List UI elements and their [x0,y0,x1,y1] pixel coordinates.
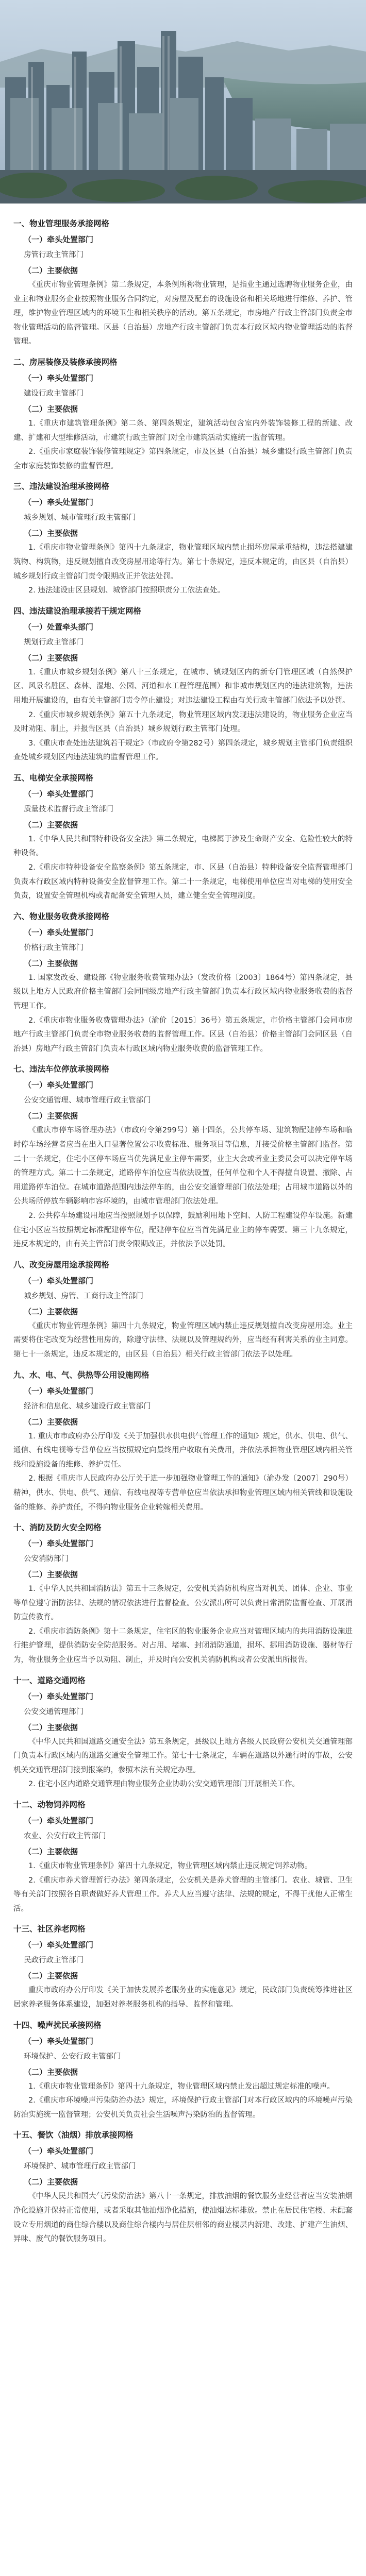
section [13,216,353,349]
paragraph: 2.《重庆市养犬管理暂行办法》第四条规定，公安机关是养犬管理的主管部门。农业、城管、卫生等有关部门按照各自职责做好养犬管理工作。养犬人应当遵守法律、法规的规定，不得干扰他人正常生活。 [13,1876,353,1913]
section [13,2018,353,2123]
paragraph: 2. 根据《重庆市人民政府办公厅关于进一步加强物业管理工作的通知》（渝办发〔2007〕290号）精神，供水、供电、供气、通信、有线电视等专营单位应当依法承担物业管理区域内相关管线和设施设备的维修、养护责任，不得向物业服务企业转嫁相关费用。 [13,1475,353,1512]
subsection-heading: （二）主要依据 [24,1111,78,1121]
paragraph: 1.《重庆市建筑管理条例》第二条、第四条规定，建筑活动包含室内外装饰装修工程的新建、改建、扩建和大型维修活动，市建筑行政主管部门对全市建筑活动实施统一监督管理。 [13,419,353,442]
department-name: 民政行政主管部门 [24,1956,84,1965]
section-title: 十五、餐饮（油烟）排放承接网格 [13,2130,134,2140]
department-name: 质量技术监督行政主管部门 [24,805,113,814]
paragraph: 2.《重庆市环境噪声污染防治办法》规定，环境保护行政主管部门对本行政区域内的环境噪声污染防治实施统一监督管理；公安机关负责社会生活噪声污染防治的监督管理。 [13,2096,353,2119]
paragraph: 《重庆市物业管理条例》第二条规定，本条例所称物业管理，是指业主通过选聘物业服务企业，由业主和物业服务企业按照物业服务合同约定，对房屋及配套的设施设备和相关场地进行维修、养护、管理，维护物业管理区域内的环境卫生和相关秩序的活动。第五条规定，市房地产行政主管部门负责全市物业管理活动的监督管理。区县（自治县）房地产行政主管部门负责本行政区域内物业管理活动的监督管理。 [13,281,353,346]
department-name: 规划行政主管部门 [24,638,84,647]
city-skyline-photo [0,0,366,204]
section [13,2127,353,2246]
department-name: 环境保护、公安行政主管部门 [24,2052,121,2061]
department-name: 农业、公安行政主管部门 [24,1832,106,1841]
paragraph: 《重庆市物业管理条例》第四十九条规定，物业管理区域内禁止违反规划擅自改变房屋用途。业主需要将住宅改变为经营性用房的，除遵守法律、法规以及管理规约外，应当经有利害关系的业主同意。第七十一条规定，违反本规定的，由区县（自治县）相关行政主管部门依法予以处理。 [13,1321,353,1359]
department-name: 公安消防部门 [24,1555,69,1564]
section-title: 二、房屋装修及装修承接网格 [13,357,118,367]
subsection-heading: （一）牵头处置部门 [24,1080,94,1090]
department-name: 城乡规划、房管、工商行政主管部门 [24,1292,143,1300]
paragraph: 《中华人民共和国大气污染防治法》第八十一条规定，排放油烟的餐饮服务业经营者应当安装油烟净化设施并保持正常使用，或者采取其他油烟净化措施，使油烟达标排放。禁止在居民住宅楼、未配套设立专用烟道的商住综合楼以及商住综合楼内与居住层相邻的商业楼层内新建、改建、扩建产生油烟、异味、废气的餐饮服务项目。 [13,2192,353,2244]
paragraph: 2.《重庆市特种设备安全监察条例》第五条规定，市、区县（自治县）特种设备安全监督管理部门负责本行政区域内特种设备安全监督管理工作。第二十一条规定，电梯使用单位应当对电梯的使用安全负责，设置安全管理机构或者配备安全管理人员，建立健全安全管理制度。 [13,863,353,901]
paragraph: 1. 国家发改委、建设部《物业服务收费管理办法》（发改价格〔2003〕1864号）第四条规定，县级以上地方人民政府价格主管部门会同同级房地产行政主管部门负责本行政区域内物业服务收费的监督管理工作。 [13,973,353,1011]
subsection-heading: （二）主要依据 [24,529,78,538]
paragraph: 2.《重庆市物业服务收费管理办法》（渝价〔2015〕36号）第五条规定，市价格主管部门会同市房地产行政主管部门负责全市物业服务收费的监督管理工作。区县（自治县）价格主管部门会同区县（自治县）房地产行政主管部门负责本行政区域内物业服务收费的监督管理工作。 [13,1016,353,1053]
section [13,603,353,765]
department-name: 价格行政主管部门 [24,943,84,952]
subsection-heading: （二）主要依据 [24,1722,78,1732]
section-title: 十一、道路交通网格 [13,1675,86,1685]
section-title: 三、违法建设治理承接网格 [13,482,110,492]
subsection-heading: （一）牵头处置部门 [24,1940,94,1950]
paragraph: 1.《重庆市物业管理条例》第四十九条规定，物业管理区域内禁止违反规定饲养动物。 [28,1862,312,1871]
paragraph: 2.《重庆市家庭装饰装修管理规定》第四条规定，市及区县（自治县）城乡建设行政主管部门负责全市家庭装饰装修的监督管理。 [13,448,353,470]
subsection-heading: （一）牵头处置部门 [24,789,94,799]
paragraph: 2. 违法建设由区县规划、城管部门按照职责分工依法查处。 [28,586,225,595]
subsection-heading: （二）主要依据 [24,1307,78,1316]
subsection-heading: （二）主要依据 [24,2177,78,2187]
subsection-heading: （二）主要依据 [24,1971,78,1981]
article-body [0,204,366,2247]
subsection-heading: （二）主要依据 [24,653,78,663]
department-name: 房管行政主管部门 [24,251,84,259]
section-title: 九、水、电、气、供热等公用设施网格 [13,1370,149,1380]
paragraph: 3.《重庆市查处违法建筑若干规定》（市政府令第282号）第四条规定，城乡规划主管部门负责组织查处城乡规划区内违法建筑的监督管理工作。 [13,739,353,762]
paragraph: 2. 公共停车场建设用地应当按照规划予以保障，鼓励利用地下空间、人防工程建设停车设施。新建住宅小区应当按照规定标准配建停车位，配建停车位应当首先满足业主的停车需要。第三十九条规定，违反本规定的，由有关主管部门责令限期改正，并依法予以处罚。 [13,1211,353,1249]
section-title: 六、物业服务收费承接网格 [13,911,110,921]
subsection-heading: （二）主要依据 [24,404,78,414]
section [13,770,353,904]
subsection-heading: （二）主要依据 [24,1417,78,1427]
department-name: 经济和信息化、城乡建设行政主管部门 [24,1402,151,1411]
department-name: 环境保护、城市管理行政主管部门 [24,2162,136,2171]
section-title: 五、电梯安全承接网格 [13,773,94,783]
department-name: 城乡规划、城市管理行政主管部门 [24,514,136,522]
paragraph: 1.《中华人民共和国特种设备安全法》第二条规定，电梯属于涉及生命财产安全、危险性较大的特种设备。 [13,835,353,858]
section [13,1257,353,1362]
section [13,1673,353,1792]
section [13,909,353,1057]
section-title: 一、物业管理服务承接网格 [13,219,110,228]
paragraph: 2.《重庆市消防条例》第十二条规定，住宅区的物业服务企业应当对管理区域内的共用消防设施进行维护管理，提供消防安全防范服务。对占用、堵塞、封闭消防通道，损坏、挪用消防设施、器材等行为，物业服务企业应当予以劝阻、制止，并及时向公安机关消防机构或者公安派出所报告。 [13,1627,353,1665]
section [13,354,353,473]
section [13,479,353,598]
paragraph: 1. 重庆市市政府办公厅印发《关于加强供水供电供气管理工作的通知》规定，供水、供电、供气、通信、有线电视等专营单位应当按照规定向最终用户收取有关费用，并依法承担物业管理区域内相关管线和设施设备的维修、养护责任。 [13,1432,353,1469]
section-title: 十二、动物饲养网格 [13,1800,86,1810]
paragraph: 2. 住宅小区内道路交通管理由物业服务企业协助公安交通管理部门开展相关工作。 [28,1780,300,1789]
paragraph: 1.《中华人民共和国消防法》第五十三条规定，公安机关消防机构应当对机关、团体、企业、事业等单位遵守消防法律、法规的情况依法进行监督检查。公安派出所可以负责日常消防监督检查、开展消防宣传教育。 [13,1585,353,1622]
subsection-heading: （一）牵头处置部门 [24,1276,94,1285]
subsection-heading: （一）牵头处置部门 [24,498,94,507]
section-title: 七、违法车位停放承接网格 [13,1064,110,1074]
department-name: 建设行政主管部门 [24,389,84,398]
subsection-heading: （一）处置牵头部门 [24,622,94,632]
paragraph: 1.《重庆市城乡规划条例》第八十三条规定，在城市、镇规划区内的新专门管理区域（自然保护区、风景名胜区、森林、湿地、公园、河道和水工程管理范围）和非城市规划区内的违法建筑物，违法用地开展建设的，由有关主管部门责令停止建设；对违法建设工程由有关行政主管部门依法予以处罚。 [13,668,353,705]
paragraph: 《重庆市停车场管理办法》（市政府令第299号）第十四条，公共停车场、建筑物配建停车场和临时停车场经营者应当在出入口显著位置公示收费标准、服务项目等信息，并接受价格主管部门监督。第二十一条规定，住宅小区停车场应当优先满足业主停车需要，业主大会或者业主委员会可以决定停车场的管理方式。第二十二条规定，道路停车泊位应当依法设置，任何单位和个人不得擅自设置、撤除、占用道路停车泊位。在城市道路范围内违法停车的，由公安交通管理部门依法处理；占用城市道路以外的公共场所停放车辆影响市容环境的，由城市管理部门依法处理。 [13,1126,353,1206]
paragraph: 重庆市政府办公厅印发《关于加快发展养老服务业的实施意见》规定，民政部门负责统筹推进社区居家养老服务体系建设，加强对养老服务机构的指导、监督和管理。 [13,1986,353,2009]
subsection-heading: （一）牵头处置部门 [24,235,94,244]
department-name: 公安交通管理、城市管理行政主管部门 [24,1096,151,1105]
subsection-heading: （一）牵头处置部门 [24,927,94,937]
section [13,1520,353,1668]
subsection-heading: （二）主要依据 [24,820,78,829]
header-photo [0,0,366,204]
section [13,1797,353,1916]
subsection-heading: （二）主要依据 [24,1847,78,1857]
subsection-heading: （一）牵头处置部门 [24,373,94,383]
subsection-heading: （一）牵头处置部门 [24,1386,94,1396]
subsection-heading: （一）牵头处置部门 [24,1539,94,1549]
subsection-heading: （二）主要依据 [24,1570,78,1580]
subsection-heading: （二）主要依据 [24,958,78,968]
paragraph: 1.《重庆市物业管理条例》第四十九条规定，物业管理区域内禁止发出超过规定标准的噪声。 [28,2082,335,2091]
section-title: 十三、社区养老网格 [13,1924,86,1934]
section-title: 十、消防及防火安全网格 [13,1523,102,1533]
paragraph: 1.《重庆市物业管理条例》第四十九条规定，物业管理区域内禁止损坏房屋承重结构，违法搭建建筑物、构筑物，违反规划擅自改变房屋用途等行为。第七十条规定，违反本规定的，由区县（自治县）城乡规划行政主管部门责令限期改正并依法处罚。 [13,544,353,581]
subsection-heading: （一）牵头处置部门 [24,1816,94,1826]
paragraph: 2.《重庆市城乡规划条例》第五十九条规定，物业管理区域内发现违法建设的，物业服务企业应当及时劝阻、制止，并报告区县（自治县）城乡规划行政主管部门处理。 [13,710,353,734]
section-title: 十四、噪声扰民承接网格 [13,2020,102,2030]
subsection-heading: （二）主要依据 [24,266,78,275]
section-title: 四、违法建设治理承接若干规定网格 [13,606,142,616]
subsection-heading: （一）牵头处置部门 [24,2146,94,2156]
subsection-heading: （一）牵头处置部门 [24,2036,94,2046]
section [13,1061,353,1251]
subsection-heading: （二）主要依据 [24,2067,78,2077]
subsection-heading: （一）牵头处置部门 [24,1691,94,1701]
paragraph: 《中华人民共和国道路交通安全法》第五条规定，县级以上地方各级人民政府公安机关交通管理部门负责本行政区域内的道路交通安全管理工作。第七十七条规定，车辆在道路以外通行时的事故，公安机关交通管理部门接到报案的，参照本法有关规定办理。 [13,1737,353,1774]
department-name: 公安交通管理部门 [24,1707,84,1716]
section [13,1921,353,2012]
section [13,1367,353,1515]
section-title: 八、改变房屋用途承接网格 [13,1260,110,1269]
